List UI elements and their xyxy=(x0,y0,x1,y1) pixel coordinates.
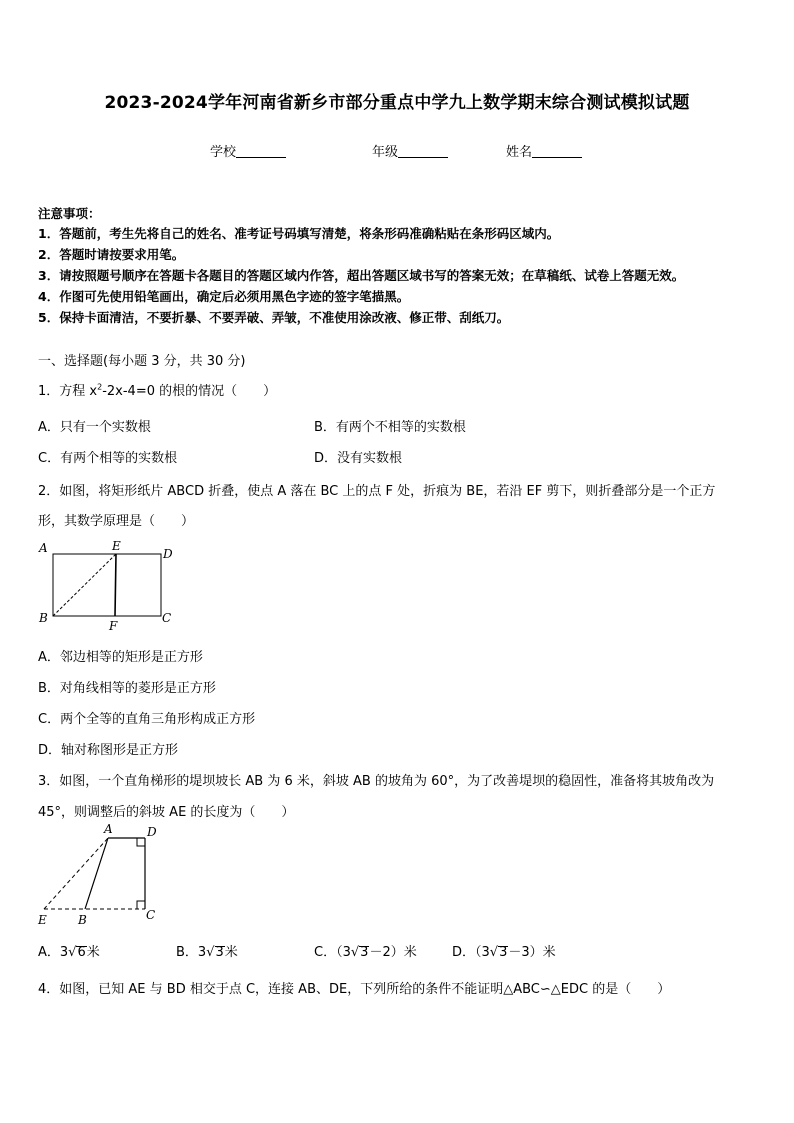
note-item: 1．答题前，考生先将自己的姓名、准考证号码填写清楚，将条形码准确粘贴在条形码区域内。 xyxy=(38,226,560,241)
label-d: D xyxy=(163,547,173,561)
q1-suffix: -2x-4=0 的根的情况（ ） xyxy=(102,384,277,399)
fold-line-be xyxy=(53,554,116,616)
note-item: 3．请按照题号顺序在答题卡各题目的答题区域内作答，超出答题区域书写的答案无效；在草稿纸、试卷上答题无效。 xyxy=(38,268,685,283)
grade-blank xyxy=(398,145,448,158)
q3-c-radicand: 3 xyxy=(360,945,369,960)
q3-b-radicand: 3 xyxy=(215,945,224,960)
q1-option-b: B．有两个不相等的实数根 xyxy=(314,420,466,435)
question-3-line-1: 3．如图，一个直角梯形的堤坝坡长 AB 为 6 米，斜坡 AB 的坡角为 60°，为了改善堤坝的稳固性，准备将其坡角改为 xyxy=(38,774,715,789)
name-label: 姓名 xyxy=(506,145,533,160)
slope-ab xyxy=(85,838,108,909)
q3-option-c: C．（3√3－2）米 xyxy=(314,945,417,960)
q2-option-b: B．对角线相等的菱形是正方形 xyxy=(38,681,216,696)
right-angle-d xyxy=(137,838,145,846)
label-f: F xyxy=(109,619,118,633)
school-label: 学校 xyxy=(210,145,237,160)
note-item: 4．作图可先使用铅笔画出，确定后必须用黑色字迹的签字笔描黑。 xyxy=(38,289,410,304)
grade-label: 年级 xyxy=(372,145,399,160)
q3-option-a: A．3√6米 xyxy=(38,945,100,960)
page-title: 2023-2024学年河南省新乡市部分重点中学九上数学期末综合测试模拟试题 xyxy=(104,93,690,113)
q3-a-unit: 米 xyxy=(86,945,100,960)
q2-option-a: A．邻边相等的矩形是正方形 xyxy=(38,650,203,665)
q2-option-d: D．轴对称图形是正方形 xyxy=(38,743,179,758)
note-item: 2．答题时请按要求用笔。 xyxy=(38,247,185,262)
label-b: B xyxy=(39,611,48,625)
q3-a-radicand: 6 xyxy=(77,945,86,960)
q3-b-coef: B．3 xyxy=(176,945,207,960)
question-4: 4．如图，已知 AE 与 BD 相交于点 C，连接 AB、DE，下列所给的条件不能证明△ABC∽△EDC 的是（ ） xyxy=(38,982,671,997)
q3-trapezoid-figure xyxy=(30,818,170,930)
label-c: C xyxy=(146,908,156,922)
q3-d-rest: －3）米 xyxy=(508,945,556,960)
right-angle-c xyxy=(137,901,145,909)
name-blank xyxy=(532,145,582,158)
q1-sup: 2 xyxy=(97,382,103,392)
label-c: C xyxy=(162,611,172,625)
question-2-line-1: 2．如图，将矩形纸片 ABCD 折叠，使点 A 落在 BC 上的点 F 处，折痕为 BE，若沿 EF 剪下，则折叠部分是一个正方 xyxy=(38,484,716,499)
cut-line-ef xyxy=(115,554,116,616)
q1-prefix: 1．方程 x xyxy=(38,384,98,399)
label-d: D xyxy=(147,825,157,839)
q1-option-c: C．有两个相等的实数根 xyxy=(38,451,178,466)
q3-d-coef: D．（3 xyxy=(452,945,490,960)
slope-ae xyxy=(44,838,108,909)
q2-option-c: C．两个全等的直角三角形构成正方形 xyxy=(38,712,256,727)
notes-heading: 注意事项： xyxy=(38,206,101,221)
section-heading: 一、选择题(每小题 3 分，共 30 分) xyxy=(38,354,246,369)
question-3-line-2: 45°，则调整后的斜坡 AE 的长度为（ ） xyxy=(38,805,295,820)
q3-c-coef: C．（3 xyxy=(314,945,351,960)
note-item: 5．保持卡面清洁，不要折暴、不要弄破、弄皱，不准使用涂改液、修正带、刮纸刀。 xyxy=(38,310,510,325)
label-e: E xyxy=(112,539,121,553)
q3-option-d: D．（3√3－3）米 xyxy=(452,945,556,960)
name-field xyxy=(506,141,582,160)
q1-option-a: A．只有一个实数根 xyxy=(38,420,151,435)
q3-b-unit: 米 xyxy=(224,945,238,960)
label-a: A xyxy=(39,541,48,555)
q3-c-rest: －2）米 xyxy=(369,945,417,960)
q2-rectangle-figure xyxy=(30,536,190,636)
q1-option-d: D．没有实数根 xyxy=(314,451,403,466)
question-2-line-2: 形，其数学原理是（ ） xyxy=(38,514,195,529)
question-1 xyxy=(38,380,276,399)
q3-a-coef: A．3 xyxy=(38,945,69,960)
label-a: A xyxy=(104,822,113,836)
label-b: B xyxy=(78,913,87,927)
label-e: E xyxy=(38,913,47,927)
grade-field xyxy=(372,141,448,160)
school-blank xyxy=(236,145,286,158)
q3-d-radicand: 3 xyxy=(499,945,508,960)
q3-option-b: B．3√3米 xyxy=(176,945,238,960)
school-field xyxy=(210,141,286,160)
